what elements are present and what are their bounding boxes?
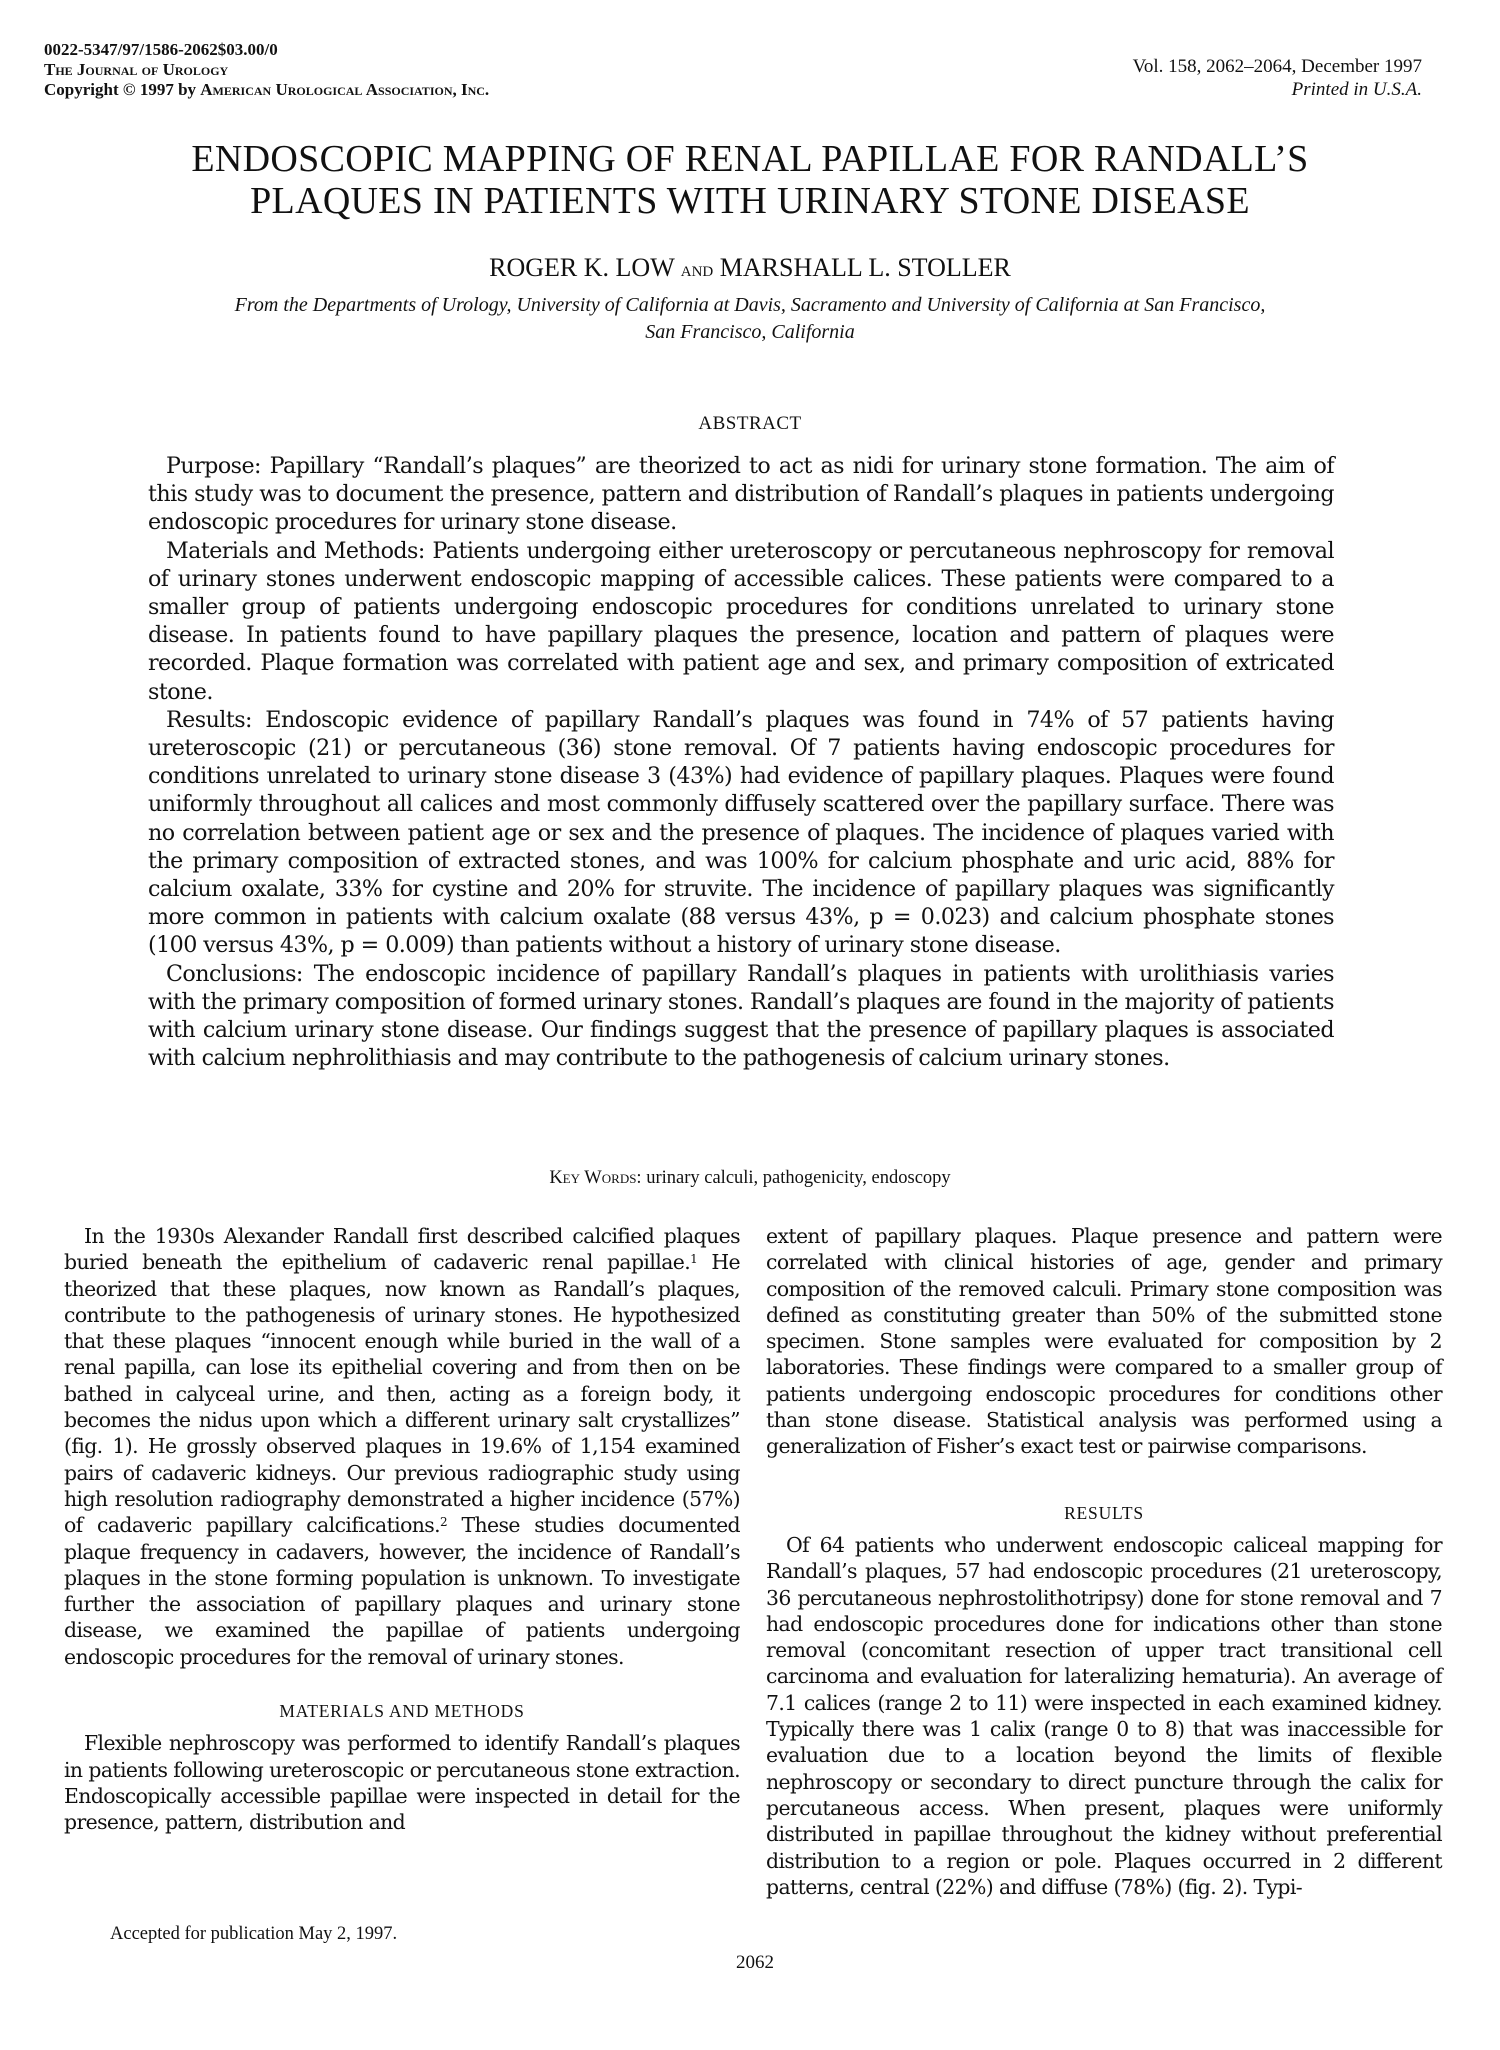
affiliation-line-2: San Francisco, California — [645, 321, 855, 343]
results-paragraph: Of 64 patients who underwent endoscopic caliceal mapping for Randall’s plaques, 57 had endoscopic procedures (21 ureteroscopy, 36 percutaneous nephrostolithotripsy) done for stone removal and 7 had endoscopic procedures done for indications other than stone removal (concomitant resection of upper tract transitional cell carcinoma and evaluation for lateralizing hematuria). An average of 7.1 calices (range 2 to 11) were inspected in each examined kidney. Typically there was 1 calix (range 0 to 8) that was inaccessible for evaluation due to a location beyond the limits of flexible nephroscopy or secondary to direct puncture through the calix for percutaneous access. When present, plaques were uniformly distributed in papillae throughout the kidney without preferential distribution to a region or pole. Plaques occurred in 2 different patterns, central (22%) and diffuse (78%) (fig. 2). Typi- — [766, 1532, 1442, 1899]
results-heading: RESULTS — [1064, 1502, 1144, 1523]
article-code: 0022-5347/97/1586-2062$03.00/0 — [44, 40, 278, 59]
accepted-date: Accepted for publication May 2, 1997. — [110, 1924, 398, 1944]
methods-heading: MATERIALS AND METHODS — [279, 1701, 525, 1722]
volume-info — [1133, 55, 1422, 101]
keywords — [0, 1168, 1500, 1189]
title-line-2: PLAQUES IN PATIENTS WITH URINARY STONE DISEASE — [250, 180, 1250, 222]
methods-paragraph: Flexible nephroscopy was performed to identify Randall’s plaques in patients following ureteroscopic or percutaneous stone extraction. Endoscopically accessible papillae were inspected in detail for the presence, pattern, distribution and — [64, 1731, 740, 1835]
author-1: ROGER K. LOW — [489, 253, 675, 282]
printed-in: Printed in U.S.A. — [1291, 79, 1422, 100]
page-number: 2062 — [736, 1952, 774, 1973]
intro-text-b: He theorized that these plaques, now known as Randall’s plaques, contribute to the pathogenesis of urinary stones. He hypothesized that these plaques “innocent enough while buried in the wall of a renal papilla, can lose its epithelial covering and from then on be bathed in calyceal urine, and then, acting as a foreign body, it becomes the nidus upon which a different urinary salt crystallizes” (fig. 1). He grossly observed plaques in 19.6% of 1,154 examined pairs of cadaveric kidneys. Our previous radiographic study using high resolution radiography demonstrated a higher incidence (57%) of cadaveric papillary calcifications. — [64, 1250, 740, 1538]
body-column-right — [766, 1223, 1442, 1900]
title-line-1: ENDOSCOPIC MAPPING OF RENAL PAPILLAE FOR RANDALL’S — [191, 138, 1309, 180]
journal-name: The Journal of Urology — [44, 60, 229, 79]
abstract-purpose: Purpose: Papillary “Randall’s plaques” are theorized to act as nidi for urinary stone formation. The aim of this study was to document the presence, pattern and distribution of Randall’s plaques in patients undergoing endoscopic procedures for urinary stone disease. — [148, 453, 1334, 536]
copyright-org: American Urological Association, Inc. — [200, 80, 490, 99]
article-title — [0, 138, 1500, 222]
methods-paragraph-continued: extent of papillary plaques. Plaque presence and pattern were correlated with clinical histories of age, gender and primary composition of the removed calculi. Primary stone composition was defined as constituting greater than 50% of the submitted stone specimen. Stone samples were evaluated for composition by 2 laboratories. These findings were compared to a smaller group of patients undergoing endoscopic procedures for conditions other than stone disease. Statistical analysis was performed using a generalization of Fisher’s exact test or pairwise comparisons. — [766, 1224, 1442, 1459]
abstract-heading: ABSTRACT — [698, 413, 802, 434]
affiliation-line-1: From the Departments of Urology, University of California at Davis, Sacramento and University of California at San Francisco, — [234, 294, 1266, 316]
reference-2[interactable]: 2 — [440, 1515, 448, 1530]
affiliation — [60, 292, 1440, 346]
authors — [0, 253, 1500, 283]
intro-text-a: In the 1930s Alexander Randall first described calcified plaques buried beneath the epithelium of cadaveric renal papillae. — [64, 1224, 740, 1275]
introduction-paragraph — [64, 1223, 740, 1670]
keywords-terms: urinary calculi, pathogenicity, endoscopy — [641, 1168, 951, 1188]
copyright-line — [44, 80, 489, 100]
authors-and: and — [680, 256, 714, 281]
abstract-conclusions: Conclusions: The endoscopic incidence of papillary Randall’s plaques in patients with urolithiasis varies with the primary composition of formed urinary stones. Randall’s plaques are found in the majority of patients with calcium urinary stone disease. Our findings suggest that the presence of papillary plaques is associated with calcium nephrolithiasis and may contribute to the pathogenesis of calcium urinary stones. — [148, 960, 1334, 1072]
abstract — [148, 452, 1334, 1072]
journal-header — [44, 40, 489, 100]
copyright-prefix: Copyright © 1997 by — [44, 80, 201, 99]
intro-text-c: These studies documented plaque frequency in cadavers, however, the incidence of Randall’s plaques in the stone forming population is unknown. To investigate further the association of papillary plaques and urinary stone disease, we examined the papillae of patients undergoing endoscopic procedures for the removal of urinary stones. — [64, 1513, 740, 1669]
reference-1[interactable]: 1 — [690, 1252, 698, 1267]
author-2: MARSHALL L. STOLLER — [719, 253, 1011, 282]
body-column-left — [64, 1223, 740, 1836]
abstract-results: Results: Endoscopic evidence of papillary Randall’s plaques was found in 74% of 57 patients having ureteroscopic (21) or percutaneous (36) stone removal. Of 7 patients having endoscopic procedures for conditions unrelated to urinary stone disease 3 (43%) had evidence of papillary plaques. Plaques were found uniformly throughout all calices and most commonly diffusely scattered over the papillary surface. There was no correlation between patient age or sex and the presence of plaques. The incidence of plaques varied with the primary composition of extracted stones, and was 100% for calcium phosphate and uric acid, 88% for calcium oxalate, 33% for cystine and 20% for struvite. The incidence of papillary plaques was significantly more common in patients with calcium oxalate (88 versus 43%, p = 0.023) and calcium phosphate stones (100 versus 43%, p = 0.009) than patients without a history of urinary stone disease. — [148, 706, 1334, 959]
volume-line: Vol. 158, 2062–2064, December 1997 — [1132, 56, 1422, 77]
abstract-methods: Materials and Methods: Patients undergoing either ureteroscopy or percutaneous nephroscopy for removal of urinary stones underwent endoscopic mapping of accessible calices. These patients were compared to a smaller group of patients undergoing endoscopic procedures for conditions unrelated to urinary stone disease. In patients found to have papillary plaques the presence, location and pattern of plaques were recorded. Plaque formation was correlated with patient age and sex, and primary composition of extricated stone. — [148, 537, 1334, 705]
keywords-label: Key Words: — [549, 1168, 642, 1188]
